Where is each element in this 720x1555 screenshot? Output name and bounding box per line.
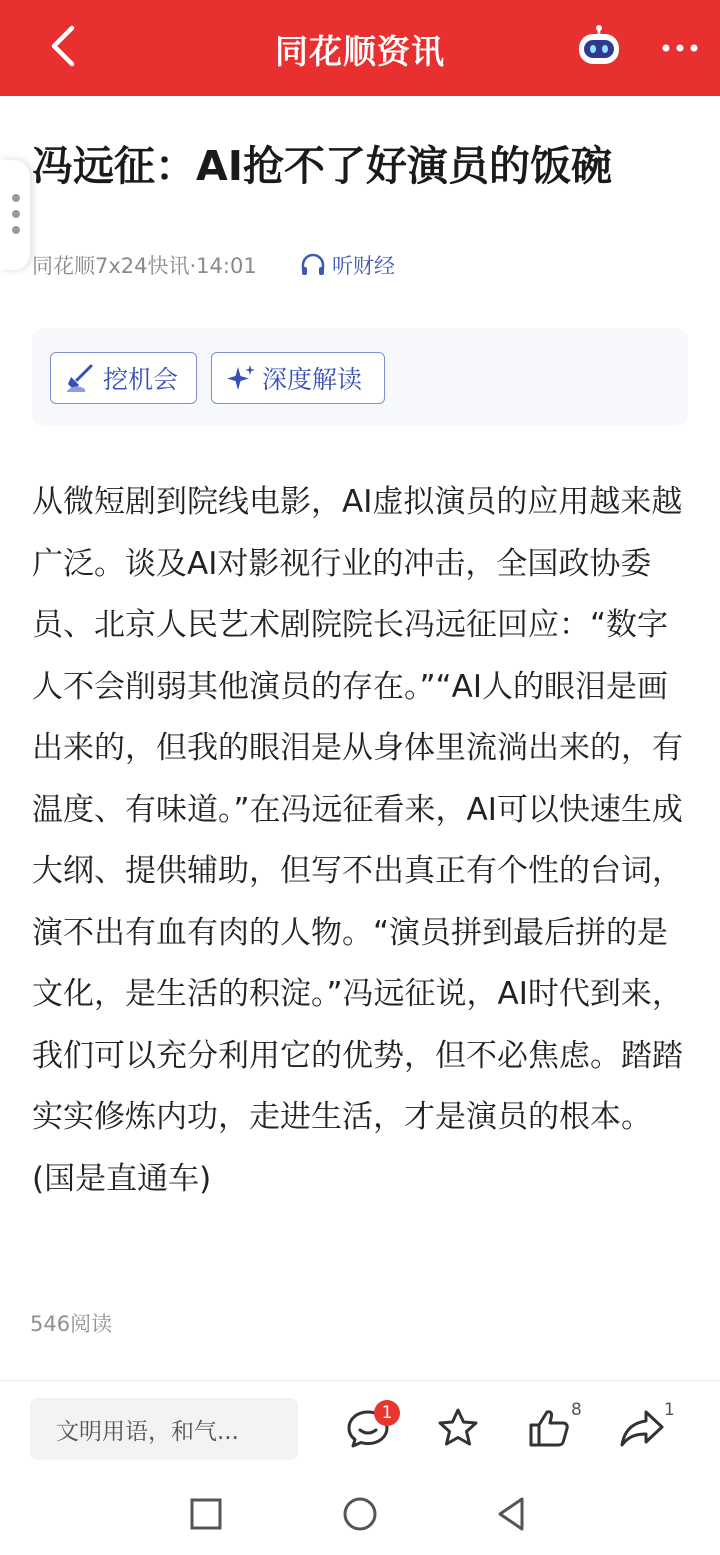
app-title: 同花顺资讯: [275, 32, 445, 71]
read-count: 546阅读: [30, 1312, 113, 1336]
comment-badge: 1: [374, 1400, 400, 1426]
find-opportunity-button[interactable]: [50, 352, 197, 404]
article-body: 从微短剧到院线电影，AI虚拟演员的应用越来越广泛。谈及AI对影视行业的冲击，全国政协委员、北京人民艺术剧院院长冯远征回应：“数字人不会削弱其他演员的存在。”“AI人的眼泪是画出来的，但我的眼泪是从身体里流淌出来的，有温度、有味道。”在冯远征看来，AI可以快速生成大纲、提供辅助，但写不出真正有个性的台词，演不出有血有肉的人物。“演员拼到最后拼的是文化，是生活的积淀。”冯远征说，AI时代到来，我们可以充分利用它的优势，但不必焦虑。踏踏实实修炼内功，走进生活，才是演员的根本。(国是直通车): [32, 484, 683, 1197]
tag-label: 挖机会: [103, 365, 179, 394]
listen-button[interactable]: [300, 250, 395, 280]
system-back-button[interactable]: [492, 1494, 532, 1534]
favorite-button[interactable]: [434, 1404, 482, 1452]
listen-label: 听财经: [332, 254, 395, 278]
side-drawer-handle[interactable]: [0, 160, 30, 270]
share-arrow-icon: [618, 1404, 666, 1452]
headphones-icon: [300, 253, 326, 277]
article-title: 冯远征：AI抢不了好演员的饭碗: [32, 142, 612, 190]
article-source: 同花顺7x24快讯·14:01: [32, 254, 257, 278]
vertical-dots-icon: [0, 160, 30, 270]
more-dots-icon: [658, 26, 702, 70]
more-button[interactable]: [658, 26, 702, 70]
thumbs-up-icon: [526, 1404, 574, 1452]
deep-analysis-button[interactable]: [211, 352, 385, 404]
top-bar: [0, 0, 720, 96]
ai-tools-panel: [32, 328, 688, 426]
robot-assistant-icon: [574, 24, 624, 70]
circle-icon: [340, 1494, 380, 1534]
system-navigation-bar: [0, 1470, 720, 1555]
triangle-back-icon: [492, 1494, 532, 1534]
star-icon: [434, 1404, 482, 1452]
home-button[interactable]: [340, 1494, 380, 1534]
divider: [0, 1380, 720, 1381]
share-button[interactable]: [618, 1404, 666, 1452]
share-count: 1: [664, 1400, 675, 1420]
sparkle-icon: [226, 363, 256, 393]
square-icon: [186, 1494, 226, 1534]
tag-label: 深度解读: [262, 365, 363, 394]
like-button[interactable]: [526, 1404, 574, 1452]
shovel-icon: [65, 363, 97, 393]
comment-input[interactable]: 文明用语，和气...: [30, 1398, 298, 1460]
robot-assistant-button[interactable]: [574, 24, 624, 70]
recent-apps-button[interactable]: [186, 1494, 226, 1534]
like-count: 8: [571, 1400, 582, 1420]
